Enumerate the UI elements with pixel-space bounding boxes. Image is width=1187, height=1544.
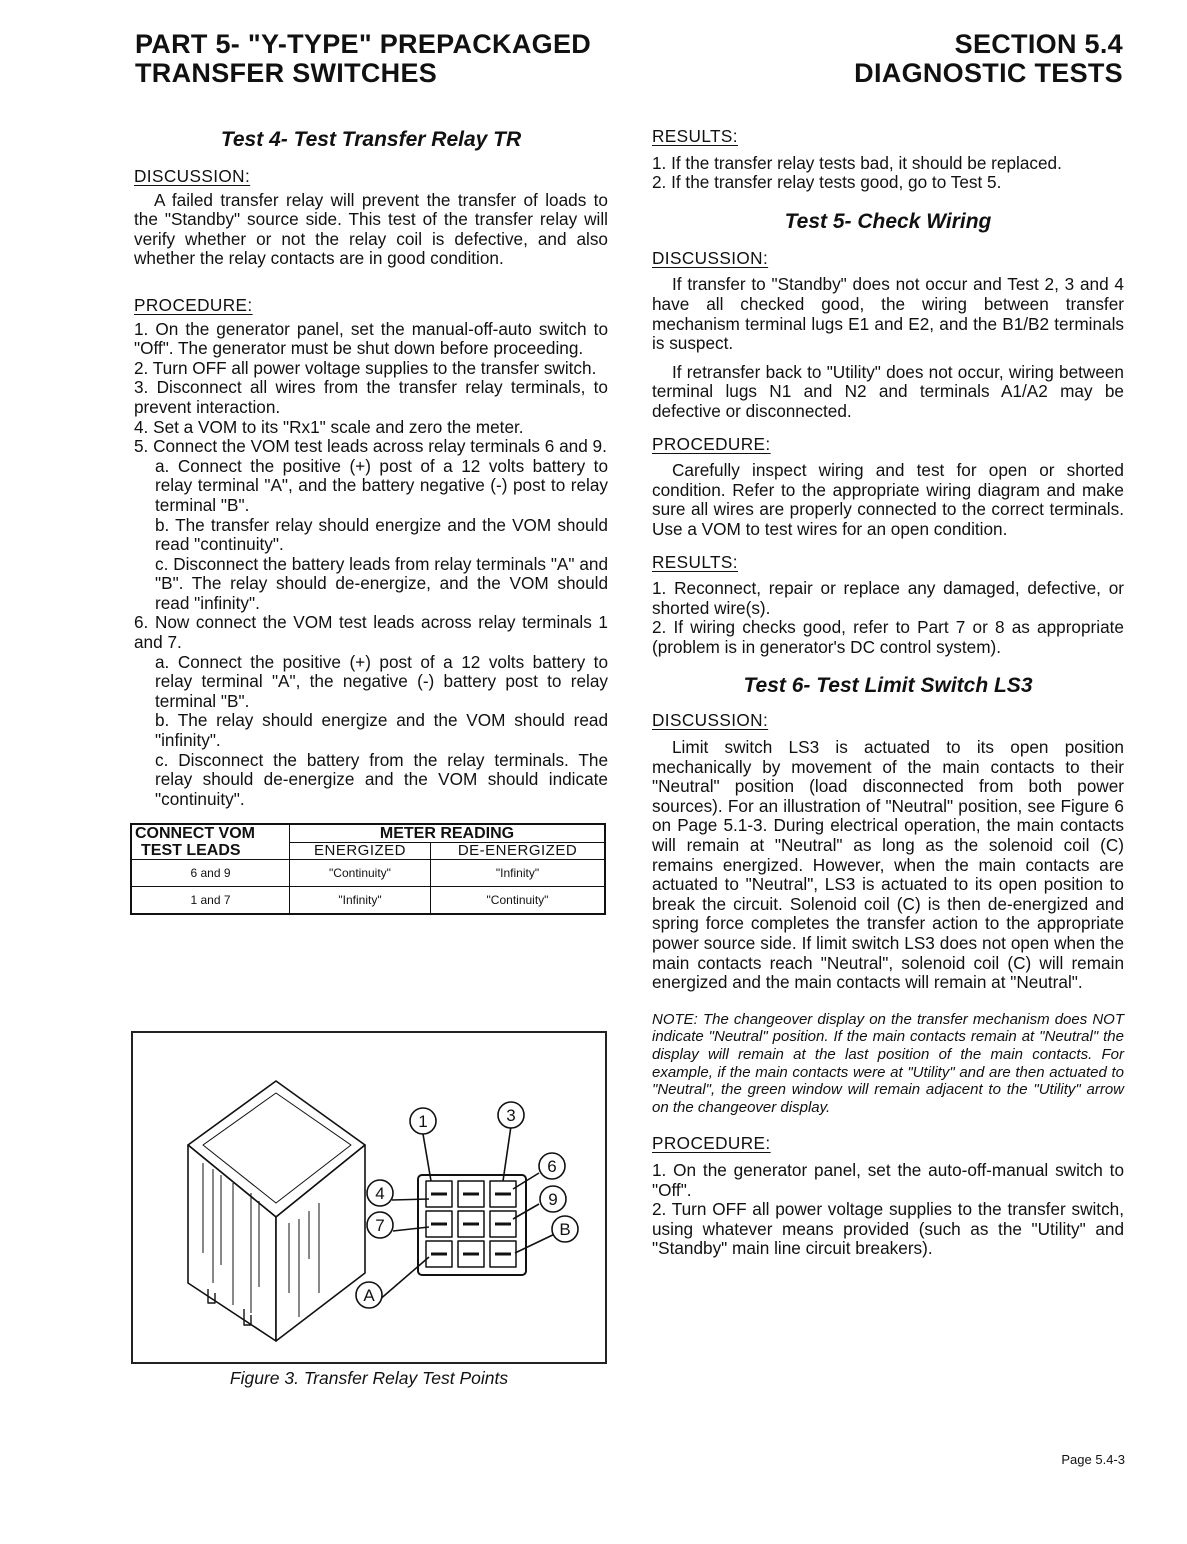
page-number: Page 5.4-3	[1061, 1452, 1125, 1467]
callout-label: 1	[418, 1112, 428, 1131]
test5-discussion-label: DISCUSSION:	[652, 247, 769, 268]
table-cell-energized: "Infinity"	[290, 887, 431, 915]
test5-procedure-label: PROCEDURE:	[652, 433, 771, 454]
test4-step-5a: a. Connect the positive (+) post of a 12 volts battery to relay terminal "A", and the battery negative (-) post to relay terminal "B".	[155, 455, 608, 515]
test5-title: Test 5- Check Wiring	[784, 209, 992, 233]
test6-title: Test 6- Test Limit Switch LS3	[743, 674, 1033, 698]
callout-label: 4	[375, 1184, 385, 1203]
test6-note: NOTE: The changeover display on the transfer mechanism does NOT indicate "Neutral" position. If the main contacts remain at "Neutral" the display will remain at the last position of the main contacts. For example, if the main contacts were at "Utility" and are then actuated to "Neutral", the green window will remain adjacent to the "Utility" arrow on the changeover display.	[652, 1010, 1124, 1116]
test4-step-6: 6. Now connect the VOM test leads across relay terminals 1 and 7.	[134, 612, 608, 653]
test6-discussion-label: DISCUSSION:	[652, 710, 769, 731]
test6-discussion: Limit switch LS3 is actuated to its open position mechanically by movement of the main contacts to their "Neutral" position (load disconnected from both power sources). For an illustration of "Neutral" position, see Figure 6 on Page 5.1-3. During electrical operation, the main contacts will remain at "Neutral" as long as the solenoid coil (C) remains energized. However, when the main contacts are actuated to "Neutral", LS3 is actuated to its open position to break the circuit. Solenoid coil (C) is then de-energized and spring force completes the transfer action to the appropriate power source side. If limit switch LS3 does not open when the main contacts reach "Neutral", solenoid coil (C) will remain energized and the main contacts will remain at "Neutral".	[652, 737, 1124, 993]
table-header-energized: ENERGIZED	[290, 843, 431, 860]
table-header-connect-line2: TEST LEADS	[141, 842, 241, 860]
figure-transfer-relay	[131, 1031, 607, 1364]
section-heading	[854, 30, 1123, 88]
test5-results-label: RESULTS:	[652, 551, 738, 572]
section-heading-line1: SECTION 5.4	[954, 29, 1123, 59]
table-header-connect-line1: CONNECT VOM	[135, 825, 255, 843]
table-row	[131, 860, 605, 887]
test4-step-5: 5. Connect the VOM test leads across relay terminals 6 and 9.	[134, 436, 607, 457]
test4-step-3: 3. Disconnect all wires from the transfer relay terminals, to prevent interaction.	[134, 377, 608, 417]
test5-result-1: 1. Reconnect, repair or replace any damaged, defective, or shorted wire(s).	[652, 578, 1124, 618]
table-cell-leads: 6 and 9	[131, 860, 290, 887]
relay-illustration	[133, 1033, 605, 1362]
table-cell-energized: "Continuity"	[290, 860, 431, 887]
test6-procedure-label: PROCEDURE:	[652, 1133, 771, 1154]
test4-result-2: 2. If the transfer relay tests good, go to Test 5.	[652, 172, 1002, 193]
callout-label: 9	[548, 1190, 558, 1209]
vom-reading-table	[130, 823, 606, 915]
table-cell-de-energized: "Continuity"	[431, 887, 606, 915]
table-header-meter-reading: METER READING	[290, 824, 606, 843]
callout-label: 6	[547, 1157, 557, 1176]
test4-title: Test 4- Test Transfer Relay TR	[220, 128, 522, 151]
test5-discussion-2: If retransfer back to "Utility" does not occur, wiring between terminal lugs N1 and N2 and terminals A1/A2 may be defective or disconnected.	[652, 361, 1124, 421]
test4-step-4: 4. Set a VOM to its "Rx1" scale and zero the meter.	[134, 416, 524, 437]
callout-label: A	[363, 1286, 375, 1305]
test4-step-5c: c. Disconnect the battery leads from relay terminals "A" and "B". The relay should de-energize, and the VOM should read "infinity".	[155, 553, 608, 613]
section-heading-line2: DIAGNOSTIC TESTS	[854, 58, 1123, 88]
callout-label: B	[559, 1220, 571, 1239]
test4-step-6c: c. Disconnect the battery from the relay terminals. The relay should de-energize and the VOM should indicate "continuity".	[155, 749, 608, 809]
test4-discussion-label: DISCUSSION:	[134, 166, 251, 186]
test4-step-6a: a. Connect the positive (+) post of a 12 volts battery to relay terminal "A", the negative (-) battery post to relay terminal "B".	[155, 651, 608, 711]
test4-step-5b: b. The transfer relay should energize and the VOM should read "continuity".	[155, 514, 608, 555]
test4-procedure-label: PROCEDURE:	[134, 294, 253, 315]
test5-discussion-1: If transfer to "Standby" does not occur and Test 2, 3 and 4 have all checked good, the wiring between transfer mechanism terminal lugs E1 and E2, and the B1/B2 terminals is suspect.	[652, 274, 1124, 354]
part-heading	[135, 30, 591, 88]
part-heading-line2: TRANSFER SWITCHES	[135, 58, 438, 88]
test5-result-2: 2. If wiring checks good, refer to Part 7 or 8 as appropriate (problem is in generator's DC control system).	[652, 617, 1124, 657]
callout-label: 3	[506, 1106, 516, 1125]
test4-step-2: 2. Turn OFF all power voltage supplies to the transfer switch.	[134, 357, 597, 378]
right-column	[652, 127, 1124, 1259]
figure-caption: Figure 3. Transfer Relay Test Points	[229, 1368, 509, 1388]
test4-results-label: RESULTS:	[652, 126, 738, 146]
test4-result-1: 1. If the transfer relay tests bad, it should be replaced.	[652, 152, 1062, 173]
table-header-de-energized: DE-ENERGIZED	[431, 843, 606, 860]
part-heading-line1: PART 5- "Y-TYPE" PREPACKAGED	[135, 29, 592, 59]
test4-step-6b: b. The relay should energize and the VOM should read "infinity".	[155, 710, 608, 751]
test4-step-1: 1. On the generator panel, set the manual-off-auto switch to "Off". The generator must be shut down before proceeding.	[134, 318, 608, 359]
table-cell-leads: 1 and 7	[131, 887, 290, 915]
test6-procedure-2: 2. Turn OFF all power voltage supplies to the transfer switch, using whatever means provided (such as the "Utility" and "Standby" main line circuit breakers).	[652, 1199, 1124, 1259]
test5-procedure: Carefully inspect wiring and test for open or shorted condition. Refer to the appropriate wiring diagram and make sure all wires are properly connected to the correct terminals. Use a VOM to test wires for an open condition.	[652, 460, 1124, 539]
table-header-connect	[131, 824, 290, 860]
test6-procedure-1: 1. On the generator panel, set the auto-off-manual switch to "Off".	[652, 1159, 1124, 1200]
callout-label: 7	[375, 1216, 385, 1235]
test4-discussion: A failed transfer relay will prevent the transfer of loads to the "Standby" source side. This test of the transfer relay will verify whether or not the relay coil is defective, and also whether the relay contacts are in good condition.	[134, 189, 608, 269]
table-row	[131, 887, 605, 915]
left-column	[134, 127, 608, 915]
table-cell-de-energized: "Infinity"	[431, 860, 606, 887]
